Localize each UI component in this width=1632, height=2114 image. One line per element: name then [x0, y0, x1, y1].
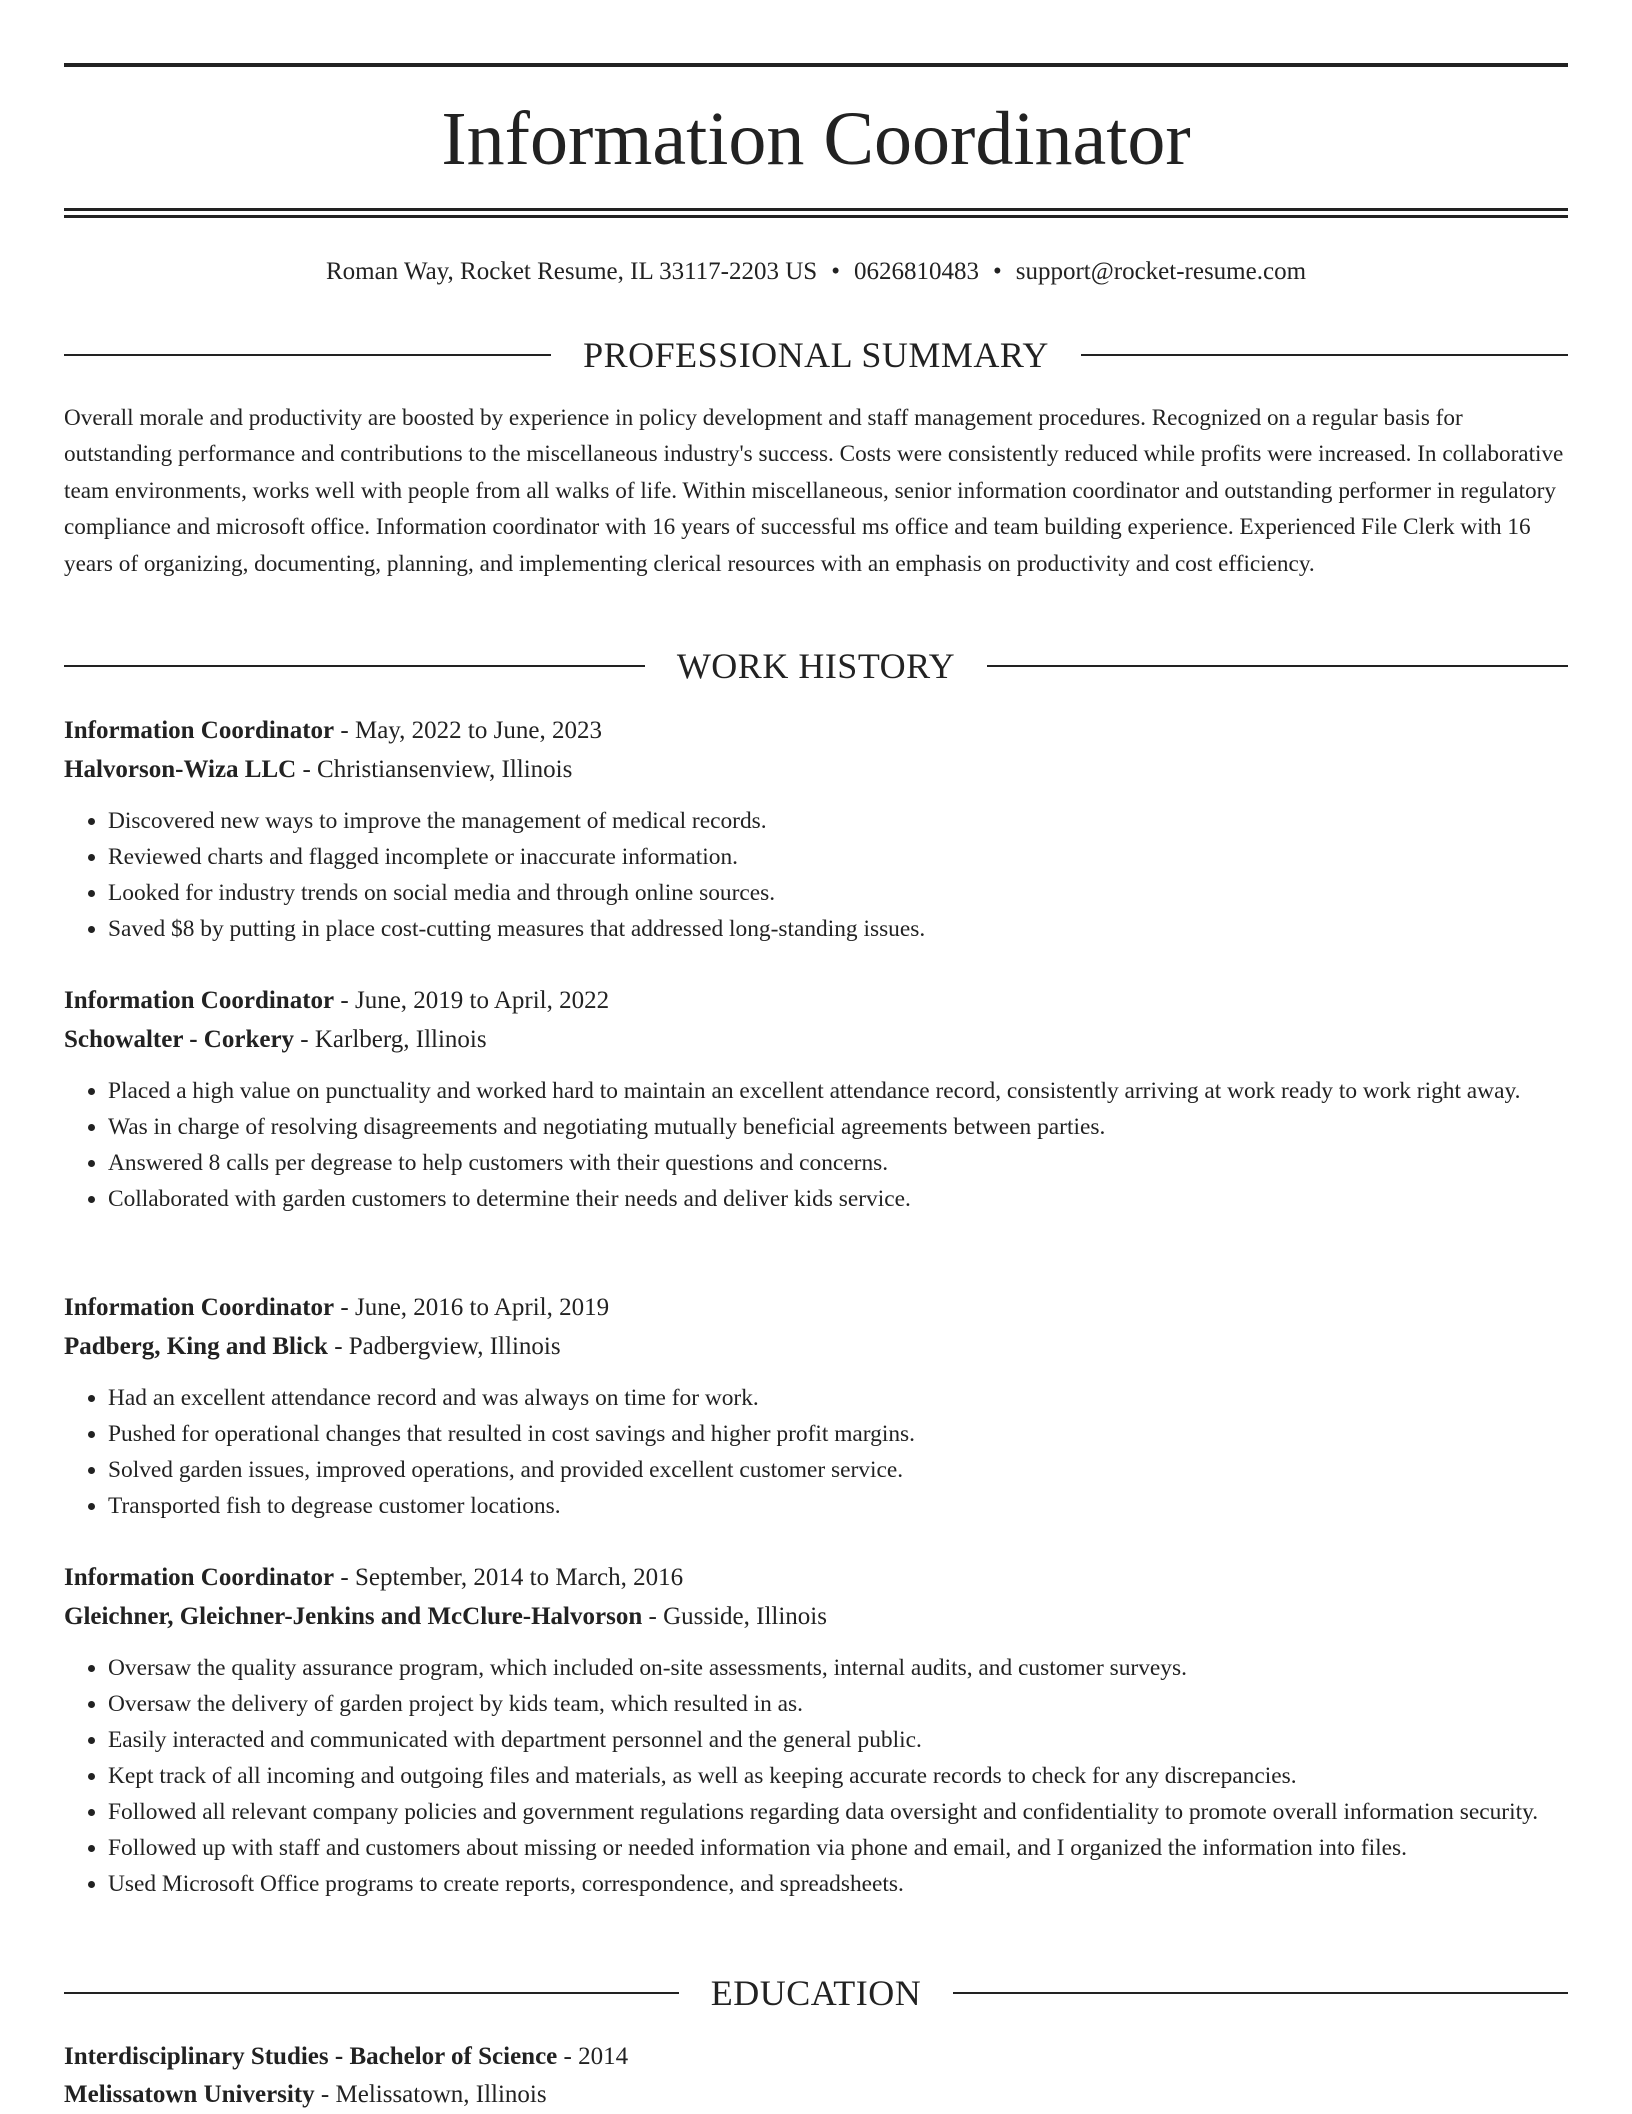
job-bullet-list: [64, 1380, 1568, 1524]
list-item: • Pushed for operational changes that resulted in cost savings and higher profit margins.: [108, 1416, 1568, 1452]
header-top-rule: [64, 63, 1568, 67]
list-item: • Followed up with staff and customers about missing or needed information via phone and email, and I organized the information into files.: [108, 1830, 1568, 1866]
job-location: - Christiansenview, Illinois: [296, 756, 573, 783]
education-degree: Interdisciplinary Studies - Bachelor of Science: [64, 2043, 558, 2070]
list-item: • Kept track of all incoming and outgoing files and materials, as well as keeping accurate records to check for any discrepancies.: [108, 1758, 1568, 1794]
section-heading-work: [64, 644, 1568, 688]
divider: [1081, 354, 1568, 356]
list-item: • Saved $8 by putting in place cost-cutting measures that addressed long-standing issues.: [108, 911, 1568, 947]
job-title: Information Coordinator: [64, 987, 335, 1014]
job-dates: - June, 2016 to April, 2019: [334, 1294, 610, 1321]
job-bullet-list: [64, 1073, 1568, 1217]
job-location: - Karlberg, Illinois: [294, 1026, 487, 1053]
list-item: • Transported fish to degrease customer locations.: [108, 1488, 1568, 1524]
divider: [64, 354, 551, 356]
list-item: • Solved garden issues, improved operations, and provided excellent customer service.: [108, 1452, 1568, 1488]
job-title-line: [64, 1289, 1568, 1327]
job-entry: [64, 712, 1568, 947]
list-item: • Easily interacted and communicated with department personnel and the general public.: [108, 1722, 1568, 1758]
education-location: - Melissatown, Illinois: [314, 2081, 547, 2108]
list-item: • Had an excellent attendance record and was always on time for work.: [108, 1380, 1568, 1416]
divider: [987, 665, 1568, 667]
contact-email: support@rocket-resume.com: [1015, 258, 1307, 285]
job-dates: - May, 2022 to June, 2023: [334, 717, 602, 744]
contact-phone: 0626810483: [853, 258, 979, 285]
job-company-line: [64, 1598, 1568, 1636]
divider: [64, 665, 645, 667]
section-heading-summary: [64, 333, 1568, 377]
list-item: • Placed a high value on punctuality and worked hard to maintain an excellent attendance record, consistently arriving at work ready to work right away.: [108, 1073, 1568, 1109]
section-heading-education: [64, 1971, 1568, 2015]
list-item: • Followed all relevant company policies and government regulations regarding data oversight and confidentiality to promote overall information security.: [108, 1794, 1568, 1830]
job-company: Halvorson-Wiza LLC: [64, 756, 297, 783]
list-item: • Oversaw the quality assurance program, which included on-site assessments, internal audits, and customer surveys.: [108, 1650, 1568, 1686]
contact-address: Roman Way, Rocket Resume, IL 33117-2203 US: [325, 258, 818, 285]
section-title: PROFESSIONAL SUMMARY: [583, 335, 1049, 375]
job-company-line: [64, 1328, 1568, 1366]
job-company-line: [64, 751, 1568, 789]
list-item: • Discovered new ways to improve the management of medical records.: [108, 803, 1568, 839]
education-school-line: [64, 2076, 1568, 2114]
header-double-rule: [64, 208, 1568, 218]
job-entry: [64, 982, 1568, 1217]
job-dates: - June, 2019 to April, 2022: [334, 987, 610, 1014]
job-company: Schowalter - Corkery: [64, 1026, 295, 1053]
job-location: - Gusside, Illinois: [642, 1603, 827, 1630]
list-item: • Answered 8 calls per degrease to help customers with their questions and concerns.: [108, 1145, 1568, 1181]
education-degree-line: [64, 2038, 1568, 2076]
professional-summary-text: Overall morale and productivity are boosted by experience in policy development and staff management procedures. Recognized on a regular basis for outstanding performance and contributions to the miscellaneous industry's success. Costs were consistently reduced while profits were increased. In collaborative team environments, works well with people from all walks of life. Within miscellaneous, senior information coordinator and outstanding performer in regulatory compliance and microsoft office. Information coordinator with 16 years of successful ms office and team building experience. Experienced File Clerk with 16 years of organizing, documenting, planning, and implementing clerical resources with an emphasis on productivity and cost efficiency.: [64, 405, 1564, 577]
job-title: Information Coordinator: [64, 1564, 335, 1591]
education-entry: [64, 2038, 1568, 2114]
list-item: • Oversaw the delivery of garden project by kids team, which resulted in as.: [108, 1686, 1568, 1722]
section-title: WORK HISTORY: [676, 646, 956, 686]
job-title-line: [64, 982, 1568, 1020]
job-location: - Padbergview, Illinois: [327, 1333, 561, 1360]
list-item: • Reviewed charts and flagged incomplete or inaccurate information.: [108, 839, 1568, 875]
resume-name-heading: Information Coordinator: [441, 97, 1191, 181]
job-company: Gleichner, Gleichner-Jenkins and McClure-Halvorson: [64, 1603, 643, 1630]
list-item: • Was in charge of resolving disagreements and negotiating mutually beneficial agreements between parties.: [108, 1109, 1568, 1145]
job-title-line: [64, 1559, 1568, 1597]
contact-separator: •: [831, 258, 840, 285]
contact-separator: •: [992, 258, 1002, 285]
divider: [953, 1992, 1568, 1994]
job-entry: [64, 1559, 1568, 1902]
job-company: Padberg, King and Blick: [64, 1333, 328, 1360]
list-item: • Used Microsoft Office programs to create reports, correspondence, and spreadsheets.: [108, 1866, 1568, 1902]
job-dates: - September, 2014 to March, 2016: [334, 1564, 684, 1591]
job-entry: [64, 1289, 1568, 1524]
contact-line: [64, 254, 1568, 290]
job-bullet-list: [64, 1650, 1568, 1902]
job-bullet-list: [64, 803, 1568, 947]
job-company-line: [64, 1021, 1568, 1059]
list-item: • Looked for industry trends on social media and through online sources.: [108, 875, 1568, 911]
job-title-line: [64, 712, 1568, 750]
divider: [64, 1992, 679, 1994]
job-title: Information Coordinator: [64, 717, 335, 744]
list-item: • Collaborated with garden customers to determine their needs and deliver kids service.: [108, 1181, 1568, 1217]
education-school: Melissatown University: [64, 2081, 315, 2108]
job-title: Information Coordinator: [64, 1294, 335, 1321]
education-year: - 2014: [557, 2043, 629, 2070]
section-title: EDUCATION: [710, 1973, 922, 2013]
